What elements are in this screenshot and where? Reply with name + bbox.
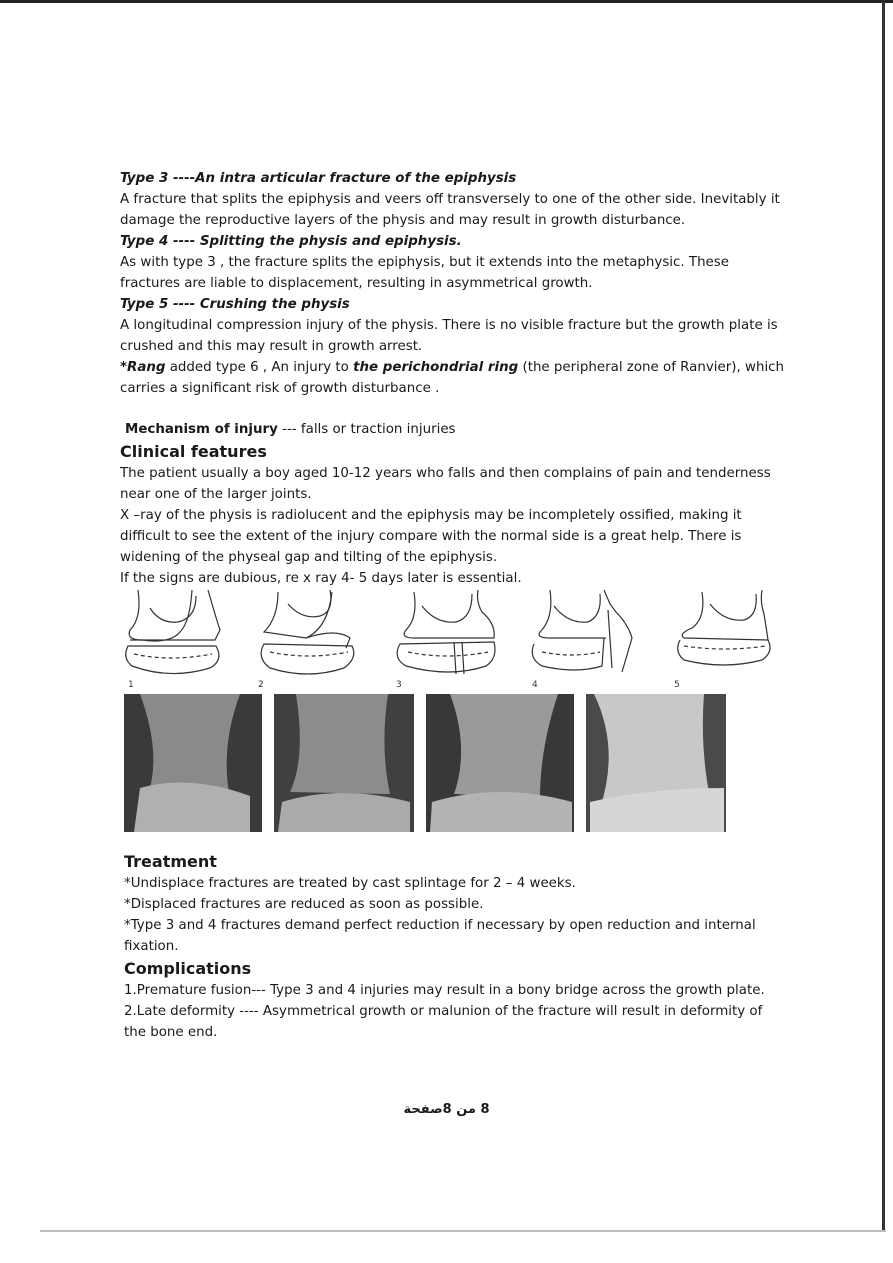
- treatment-item-1: *Undisplace fractures are treated by cast splintage for 2 – 4 weeks.: [124, 876, 576, 891]
- diagram-label-4: 4: [532, 680, 538, 690]
- mechanism-text: --- falls or traction injuries: [277, 422, 456, 437]
- rang-text-1: added type 6 , An injury to: [165, 360, 354, 375]
- type5-heading: Type 5 ---- Crushing the physis: [120, 297, 350, 312]
- treatment-section: [120, 851, 785, 1043]
- diagram-label-1: 1: [128, 680, 134, 690]
- type5-text: A longitudinal compression injury of the physis. There is no visible fracture but the growth plate is crushed and this may result in growth arrest.: [120, 318, 778, 354]
- salter-harris-figure: [120, 588, 772, 834]
- complications-item-1: 1.Premature fusion--- Type 3 and 4 injuries may result in a bony bridge across the growth plate.: [124, 983, 765, 998]
- diagram-type-5: [678, 590, 770, 665]
- complications-item-2: 2.Late deformity ---- Asymmetrical growth or malunion of the fracture will result in deformity of the bone end.: [124, 1004, 763, 1040]
- rang-text-2: (the peripheral zone of Ranvier), which carries a significant risk of growth disturbance .: [120, 360, 785, 396]
- mechanism-line: [120, 419, 785, 440]
- clinical-heading: Clinical features: [120, 442, 267, 461]
- type4-text: As with type 3 , the fracture splits the epiphysis, but it extends into the metaphysic. These fractures are liable to displacement, resulting in asymmetrical growth.: [120, 255, 730, 291]
- complications-heading: Complications: [124, 959, 252, 978]
- mechanism-section: [120, 419, 785, 589]
- xray-3: [426, 694, 574, 832]
- treatment-item-3: *Type 3 and 4 fractures demand perfect reduction if necessary by open reduction and internal fixation.: [124, 918, 756, 954]
- xray-1: [124, 694, 262, 832]
- rang-paragraph: [120, 357, 785, 399]
- page-edge-right: [882, 0, 885, 1232]
- treatment-item-2: *Displaced fractures are reduced as soon as possible.: [124, 897, 484, 912]
- xray-4: [586, 694, 726, 832]
- xray-2: [274, 694, 414, 832]
- diagram-type-4: [532, 590, 632, 672]
- page-edge-top: [0, 0, 893, 3]
- perichondrial-ring: the perichondrial ring: [353, 360, 519, 375]
- diagram-type-3: [397, 590, 495, 674]
- type4-heading: Type 4 ---- Splitting the physis and epiphysis.: [120, 234, 462, 249]
- page-edge-bottom: [40, 1230, 886, 1232]
- page-number-footer: 8 من 8صفحة: [403, 1102, 490, 1117]
- diagram-row: [126, 590, 770, 674]
- rang-name: *Rang: [120, 360, 166, 375]
- type-descriptions: [120, 168, 785, 399]
- mechanism-label: Mechanism of injury: [125, 422, 278, 437]
- diagram-type-2: [261, 590, 354, 674]
- xray-row: [124, 694, 726, 832]
- clinical-p3: If the signs are dubious, re x ray 4- 5 days later is essential.: [120, 571, 522, 586]
- type3-heading: Type 3 ----An intra articular fracture of the epiphysis: [120, 171, 517, 186]
- clinical-p2: X –ray of the physis is radiolucent and the epiphysis may be incompletely ossified, making it difficult to see the extent of the injury compare with the normal side is a great help. There is widening of the physeal gap and tilting of the epiphysis.: [120, 508, 742, 565]
- diagram-label-2: 2: [258, 680, 264, 690]
- clinical-p1: The patient usually a boy aged 10-12 years who falls and then complains of pain and tenderness near one of the larger joints.: [120, 466, 771, 502]
- diagram-type-1: [126, 590, 220, 674]
- treatment-heading: Treatment: [124, 852, 217, 871]
- diagram-label-3: 3: [396, 680, 402, 690]
- diagram-label-5: 5: [674, 680, 680, 690]
- type3-text: A fracture that splits the epiphysis and veers off transversely to one of the other side. Inevitably it damage the reproductive layers of the physis and may result in growth disturbance.: [120, 192, 780, 228]
